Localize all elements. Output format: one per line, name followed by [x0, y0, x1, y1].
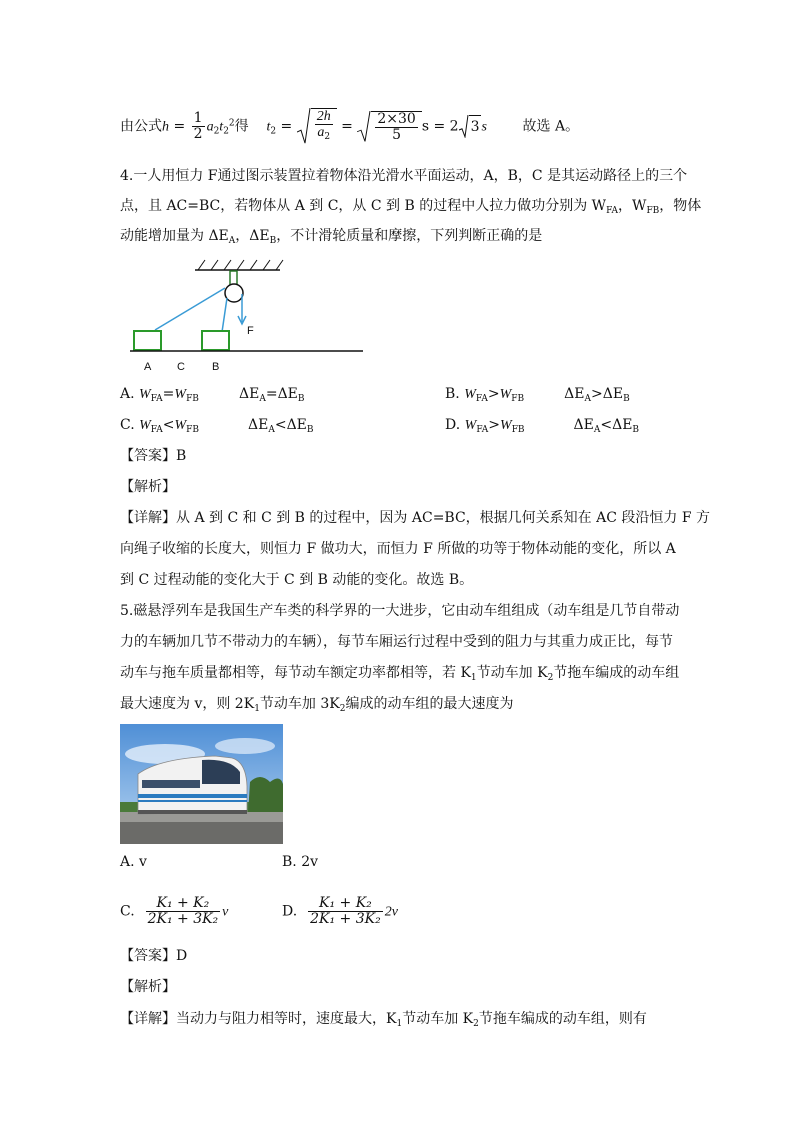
- label-F: F: [247, 325, 254, 337]
- q4-option-D: D. $W_{FA}>W_{FB}$ $\Delta E_A<\Delta E_B$: [445, 417, 640, 435]
- q4-detail-3: 到 C 过程动能的变化大于 C 到 B 动能的变化。故选 B。: [120, 572, 474, 588]
- block-A: [134, 331, 161, 350]
- sqrt-2h-over-a2: $\frac{2h}{a_2}$: [297, 108, 337, 145]
- label-C: C: [177, 361, 185, 373]
- q4-analysis-label: 【解析】: [120, 479, 176, 495]
- q4-detail-2: 向绳子收缩的长度大，则恒力 F 做功大，而恒力 F 所做的功等于物体动能的变化，所以 A: [120, 541, 676, 557]
- q4-option-A: A. $W_{FA}=W_{FB}$ $\Delta E_A=\Delta E_B$: [120, 386, 305, 404]
- q5-option-A: A. v: [120, 854, 147, 870]
- q5-answer: 【答案】D: [120, 948, 188, 964]
- q4-detail-1: 【详解】从 A 到 C 和 C 到 B 的过程中，因为 AC=BC，根据几何关系知在 AC 段沿恒力 F 方: [120, 510, 711, 526]
- pulley-diagram: [125, 254, 370, 374]
- q5-option-B: B. 2v: [282, 854, 319, 870]
- rope-to-A: [155, 288, 225, 330]
- q5-option-D: D. $\frac{\text{K₁ + K₂}}{\text{2K₁ + 3K₂}}$ 2v: [282, 895, 398, 927]
- fraction-half: $\frac{1}{2}$: [193, 110, 203, 142]
- formula-line: 由公式h = $\frac{1}{2}$ $a_2t_2^2$得 $t_2$ = $\frac{2h}{a_2}$ = $\frac{2\times 30}{5}$ s = 2 3 s 故选 A。: [120, 108, 579, 145]
- label-A: A: [144, 361, 152, 373]
- q4-option-B: B. $W_{FA}>W_{FB}$ $\Delta E_A>\Delta E_B$: [445, 386, 630, 404]
- q5-line-2: 力的车辆加几节不带动力的车辆），每节车厢运行过程中受到的阻力与其重力成正比，每节: [120, 634, 673, 650]
- q5-line-3: 动车与拖车质量都相等，每节动车额定功率都相等，若 $K_1$节动车加 $K_2$节拖车编成的动车组: [120, 665, 680, 683]
- maglev-train-photo: [120, 724, 283, 844]
- pulley-mount: [230, 271, 237, 285]
- label-B: B: [212, 361, 220, 373]
- q4-line-3: 动能增加量为 $\Delta E_A$，$\Delta E_B$，不计滑轮质量和摩擦，下列判断正确的是: [120, 228, 543, 246]
- q5-option-C: C. $\frac{\text{K₁ + K₂}}{\text{2K₁ + 3K₂}}$ v: [120, 895, 229, 927]
- q4-line-1: 4.一人用恒力 F通过图示装置拉着物体沿光滑水平面运动，A，B，C 是其运动路径上的三个: [120, 168, 688, 184]
- q4-line-2: 点，且 AC=BC，若物体从 A 到 C，从 C 到 B 的过程中人拉力做功分别为 $W_{FA}$，$W_{FB}$，物体: [120, 198, 702, 216]
- sqrt-2x30-over-5: $\frac{2\times 30}{5}$: [357, 111, 421, 143]
- block-B: [202, 331, 229, 350]
- pulley-wheel: [225, 284, 243, 302]
- q5-analysis-label: 【解析】: [120, 979, 176, 995]
- q5-line-1: 5.磁悬浮列车是我国生产车类的科学界的一大进步，它由动车组组成（动车组是几节自带动: [120, 603, 680, 619]
- rope-to-B: [222, 298, 227, 332]
- ceiling-hatch: [198, 260, 283, 270]
- sqrt-3: 3: [459, 115, 482, 138]
- q4-option-C: C. $W_{FA}<W_{FB}$ $\Delta E_A<\Delta E_B$: [120, 417, 314, 435]
- q5-detail-1: 【详解】当动力与阻力相等时，速度最大，$K_1$节动车加 $K_2$节拖车编成的动车组，则有: [120, 1011, 647, 1029]
- q5-line-4: 最大速度为 v，则 $2K_1$节动车加 $3K_2$编成的动车组的最大速度为: [120, 696, 514, 714]
- q4-answer: 【答案】B: [120, 448, 187, 464]
